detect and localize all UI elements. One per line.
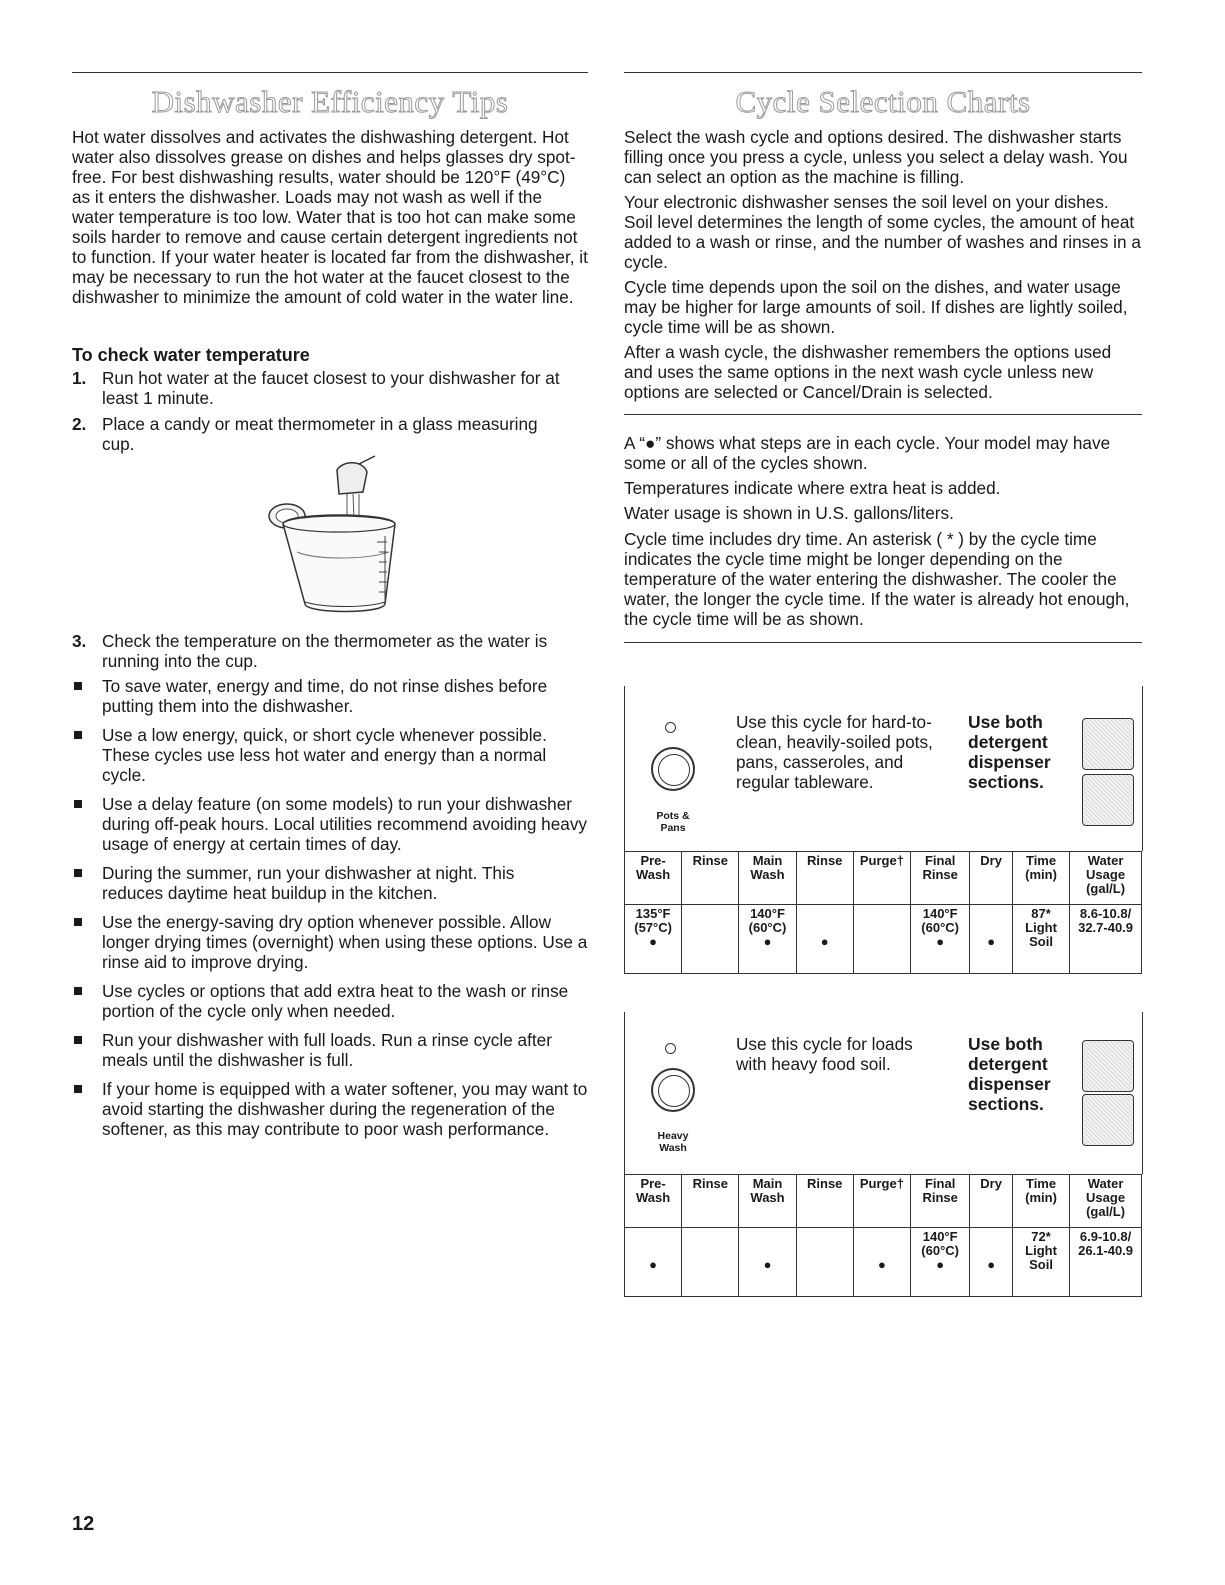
header-prewash: Pre- Wash (625, 1175, 682, 1228)
cycle-dial-icon (651, 747, 695, 791)
cell-purge (853, 905, 910, 974)
header-rinse: Rinse (796, 1175, 853, 1228)
bullet (74, 1085, 82, 1093)
paragraph: After a wash cycle, the dishwasher remembers the options used and uses the same options in the next wash cycle unless new options are selected or Cancel/Drain is selected. (624, 342, 1112, 402)
subhead-check-temp: To check water temperature (72, 345, 310, 365)
indicator-light-icon (665, 722, 676, 733)
use-both-note: Use both detergent dispenser sections. (968, 1034, 1051, 1114)
cycle-table-heavy-wash (624, 1174, 1142, 1297)
header-rinse: Rinse (796, 852, 853, 905)
step-text: Place a candy or meat thermometer in a glass measuring cup. (102, 414, 538, 454)
bullet (74, 869, 82, 877)
page-number: 12 (72, 1513, 95, 1535)
bullet (74, 987, 82, 995)
tip-item: Use a low energy, quick, or short cycle whenever possible. These cycles use less hot water and energy than a normal cycle. (102, 725, 547, 785)
header-prewash: Pre- Wash (625, 852, 682, 905)
cell-finalrinse: 140°F (60°C) ● (911, 1228, 970, 1297)
tip-item: Use a delay feature (on some models) to run your dishwasher during off-peak hours. Local utilities recommend avoiding heavy usage of energy at certain times of day. (102, 794, 588, 854)
tip-item: Use cycles or options that add extra heat to the wash or rinse portion of the cycle only when needed. (102, 981, 569, 1021)
cell-time: 72* Light Soil (1012, 1228, 1069, 1297)
cycle-description: Use this cycle for hard-to-clean, heavily-soiled pots, pans, casseroles, and regular tableware. (736, 712, 933, 792)
indicator-light-icon (665, 1043, 676, 1054)
divider (624, 642, 1142, 643)
dial-label: Heavy Wash (657, 1130, 689, 1154)
detergent-cup-icon (1082, 1094, 1134, 1146)
step-number: 2. (72, 414, 87, 434)
paragraph: A “●” shows what steps are in each cycle. Your model may have some or all of the cycles shown. (624, 433, 1111, 473)
cell-finalrinse: 140°F (60°C) ● (911, 905, 970, 974)
bullet (74, 918, 82, 926)
top-rule-left (72, 72, 588, 73)
tip-item: During the summer, run your dishwasher at night. This reduces daytime heat buildup in the kitchen. (102, 863, 515, 903)
bullet (74, 1036, 82, 1044)
tip-item: Use the energy-saving dry option whenever possible. Allow longer drying times (overnight) when using these options. Use a rinse aid to improve drying. (102, 912, 588, 972)
paragraph: Cycle time includes dry time. An asterisk ( * ) by the cycle time indicates the cycle time might be longer depending on the temperature of the water entering the dishwasher. The cooler the water, the longer the cycle time. If the water is already hot enough, the cycle time will be as shown. (624, 529, 1130, 629)
thermometer-cup-illustration (255, 452, 405, 622)
header-purge: Purge† (853, 852, 910, 905)
step-text: Check the temperature on the thermometer as the water is running into the cup. (102, 631, 548, 671)
step-number: 1. (72, 368, 87, 388)
header-mainwash: Main Wash (739, 1175, 796, 1228)
cycle-description: Use this cycle for loads with heavy food soil. (736, 1034, 913, 1074)
tip-item: To save water, energy and time, do not rinse dishes before putting them into the dishwasher. (102, 676, 548, 716)
header-rinse: Rinse (682, 852, 739, 905)
cell-prewash: ● (625, 1228, 682, 1297)
paragraph: Your electronic dishwasher senses the soil level on your dishes. Soil level determines the length of some cycles, the amount of heat added to a wash or rinse, and the number of washes and rinses in a cycle. (624, 192, 1141, 272)
bullet (74, 800, 82, 808)
paragraph: Temperatures indicate where extra heat is added. (624, 478, 1001, 498)
header-time: Time (min) (1012, 852, 1069, 905)
cell-prewash: 135°F (57°C) ● (625, 905, 682, 974)
intro-paragraph: Hot water dissolves and activates the dishwashing detergent. Hot water also dissolves grease on dishes and helps glasses dry spot-free. For best dishwashing results, water should be 120°F (49°C) as it enters the dishwasher. Loads may not wash as well if the water temperature is too low. Water that is too hot can make some soils harder to remove and cause certain detergent ingredients not to function. If your water heater is located far from the dishwasher, it may be necessary to run the hot water at the faucet closest to the dishwasher to minimize the amount of cold water in the water line. (72, 127, 588, 307)
paragraph: Select the wash cycle and options desired. The dishwasher starts filling once you press a cycle, unless you select a delay wash. You can select an option as the machine is filling. (624, 127, 1128, 187)
tip-item: Run your dishwasher with full loads. Run a rinse cycle after meals until the dishwasher is full. (102, 1030, 552, 1070)
paragraph: Cycle time depends upon the soil on the dishes, and water usage may be higher for large amounts of soil. If dishes are lightly soiled, cycle time will be as shown. (624, 277, 1128, 337)
tip-item: If your home is equipped with a water softener, you may want to avoid starting the dishwasher during the regeneration of the softener, as this may contribute to poor wash performance. (102, 1079, 588, 1139)
bullet (74, 682, 82, 690)
use-both-note: Use both detergent dispenser sections. (968, 712, 1051, 792)
cycle-table-pots-pans (624, 851, 1142, 974)
cell-rinse (796, 1228, 853, 1297)
header-water: Water Usage (gal/L) (1070, 852, 1142, 905)
cell-rinse (682, 905, 739, 974)
header-dry: Dry (970, 852, 1013, 905)
detergent-cup-icon (1082, 774, 1134, 826)
header-water: Water Usage (gal/L) (1070, 1175, 1142, 1228)
section-title-efficiency: Dishwasher Efficiency Tips (151, 84, 509, 119)
paragraph: Water usage is shown in U.S. gallons/liters. (624, 503, 954, 523)
cell-dry: ● (970, 1228, 1013, 1297)
top-rule-right (624, 72, 1142, 73)
step-text: Run hot water at the faucet closest to your dishwasher for at least 1 minute. (102, 368, 560, 408)
header-rinse: Rinse (682, 1175, 739, 1228)
cell-mainwash: 140°F (60°C) ● (739, 905, 796, 974)
cell-water: 6.9-10.8/ 26.1-40.9 (1070, 1228, 1142, 1297)
header-purge: Purge† (853, 1175, 910, 1228)
cell-water: 8.6-10.8/ 32.7-40.9 (1070, 905, 1142, 974)
step-number: 3. (72, 631, 87, 651)
header-finalrinse: Final Rinse (911, 852, 970, 905)
cell-dry: ● (970, 905, 1013, 974)
detergent-cup-icon (1082, 1040, 1134, 1092)
cell-time: 87* Light Soil (1012, 905, 1069, 974)
detergent-cup-icon (1082, 718, 1134, 770)
divider (624, 414, 1142, 415)
cell-rinse (682, 1228, 739, 1297)
dial-label: Pots & Pans (656, 810, 690, 834)
cycle-dial-icon (651, 1068, 695, 1112)
bullet (74, 731, 82, 739)
cell-purge: ● (853, 1228, 910, 1297)
header-mainwash: Main Wash (739, 852, 796, 905)
header-dry: Dry (970, 1175, 1013, 1228)
header-finalrinse: Final Rinse (911, 1175, 970, 1228)
cell-mainwash: ● (739, 1228, 796, 1297)
section-title-cycle-charts: Cycle Selection Charts (735, 84, 1031, 119)
header-time: Time (min) (1012, 1175, 1069, 1228)
cell-rinse: ● (796, 905, 853, 974)
